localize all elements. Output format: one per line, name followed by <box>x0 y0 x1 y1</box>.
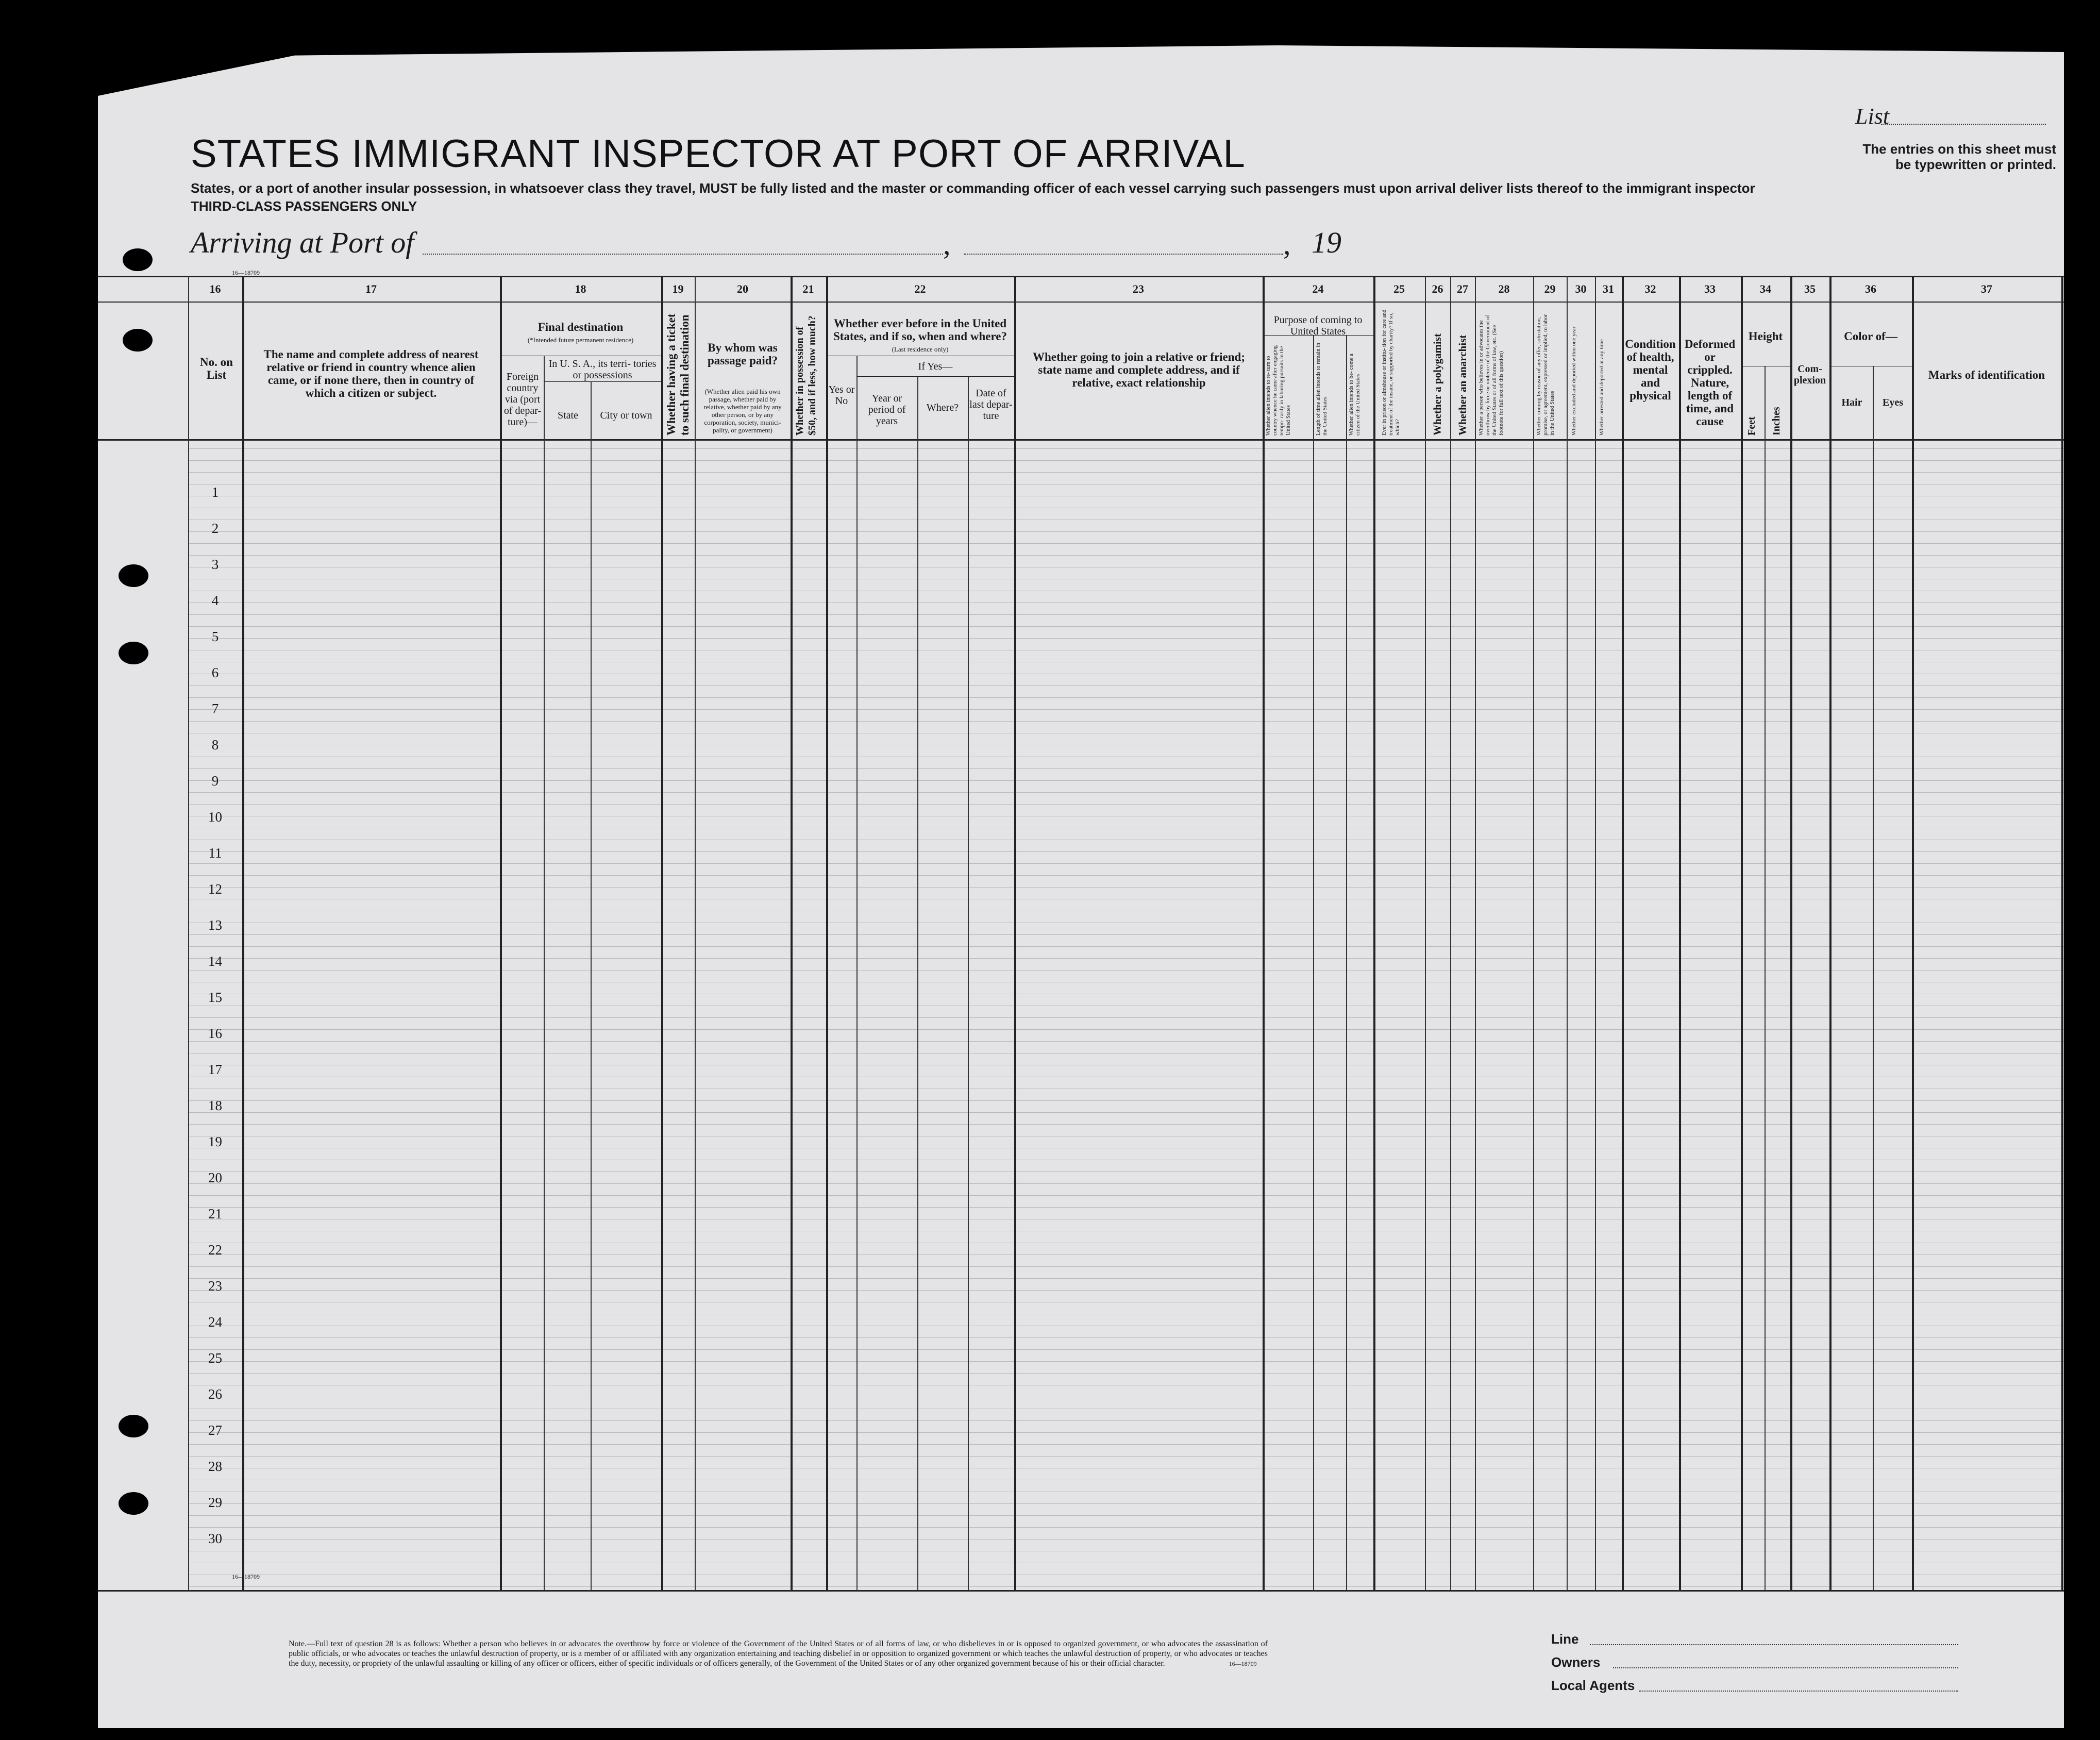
yes-no-header: Yes or No <box>828 384 855 407</box>
row-number: 27 <box>208 1423 222 1438</box>
form-title: STATES IMMIGRANT INSPECTOR AT PORT OF ARRIVAL <box>191 132 1246 176</box>
col-divider <box>1873 366 1874 1590</box>
column-number: 29 <box>1544 282 1556 295</box>
row-rule <box>188 543 2064 544</box>
row-number: 19 <box>208 1134 222 1149</box>
local-agents-label: Local Agents <box>1551 1678 1635 1693</box>
col-divider <box>1450 276 1451 1590</box>
where-header: Where? <box>926 402 959 413</box>
fifty-dollars-header: Whether in possession of $50, and if less, how much? <box>794 315 818 436</box>
row-number: 23 <box>208 1278 222 1294</box>
hair-header: Hair <box>1841 397 1862 408</box>
row-rule <box>188 1124 2064 1125</box>
last-residence-note: (Last residence only) <box>892 345 949 353</box>
passage-paid-note: (Whether alien paid his own passage, whether paid by relative, whether paid by any other person, or by any corporation, society, munici- pality, or government) <box>703 388 782 434</box>
list-label: List <box>1855 104 1890 129</box>
row-number: 17 <box>208 1062 222 1077</box>
marks-identification-header: Marks of identification <box>1928 369 2045 381</box>
row-number: 4 <box>211 593 219 608</box>
row-rule <box>188 934 2064 935</box>
owners-label: Owners <box>1551 1654 1601 1670</box>
row-rule <box>188 1278 2064 1279</box>
foreign-country-header: Foreign country via (port of depar- ture)— <box>503 371 542 428</box>
arriving-label: Arriving at Port of <box>191 226 414 259</box>
date-departure-header: Date of last depar- ture <box>969 388 1013 422</box>
row-rule <box>188 531 2064 532</box>
footnote-q28: Note.—Full text of question 28 is as follows: Whether a person who believes in or advocates the overthrow by force or violence of the Government of the United States or of all forms of law, or who disbelieves in or is opposed to organized government, or who advocates the assassination of public officials, or who advocates or teaches the unlawful destruction of property, or is a member of or affiliated with any organization entertaining and teaching disbelief in or opposition to organized government or which teaches the unlawful destruction of property, or who advocates or teaches the duty, necessity, or propriety of the unlawful assaulting or killing of any officer or officers, either of specific individuals or of officers generally, of the Government of the United States or of any other organized government because of his or their official character. 16—18709 <box>289 1639 1268 1668</box>
feet-header: Feet <box>1746 416 1757 436</box>
row-rule <box>188 721 2064 722</box>
col-divider <box>1765 366 1766 1590</box>
row-rule <box>188 1254 2064 1255</box>
anarchist-header: Whether an anarchist <box>1456 334 1469 436</box>
column-number: 33 <box>1704 282 1716 295</box>
prison-almshouse-header: Ever in prison or almshouse or institu- tion for care and treatment of the insane, or supported by charity? If so, which? <box>1381 309 1401 436</box>
col-divider <box>1346 335 1347 1590</box>
row-number: 18 <box>208 1098 222 1113</box>
row-number: 29 <box>208 1495 222 1510</box>
no-on-list-header: No. on List <box>200 356 233 381</box>
row-rule <box>188 709 2064 710</box>
col-divider <box>1829 276 1832 1590</box>
row-rule <box>188 460 2064 461</box>
list-number-field[interactable] <box>1881 124 2046 125</box>
row-rule <box>188 1112 2064 1113</box>
row-rule <box>188 1290 2064 1291</box>
punch-hole <box>123 248 153 271</box>
row-number: 10 <box>208 809 222 825</box>
row-rule <box>188 697 2064 698</box>
col-divider <box>1679 276 1681 1590</box>
table-bottom-border <box>98 1590 2064 1592</box>
row-number: 6 <box>211 665 219 680</box>
row-rule <box>188 1100 2064 1101</box>
typewritten-note: The entries on this sheet must be typewritten or printed. <box>1862 141 2056 172</box>
punch-hole <box>119 1415 148 1437</box>
form-code-top: 16—18709 <box>232 269 260 276</box>
row-number: 3 <box>211 557 219 572</box>
column-number: 19 <box>672 282 684 295</box>
row-rule <box>188 946 2064 947</box>
row-rule <box>188 780 2064 781</box>
col-divider <box>544 356 545 1590</box>
row-rule <box>188 1420 2064 1421</box>
column-number: 22 <box>914 282 926 295</box>
row-rule <box>188 804 2064 805</box>
row-rule <box>188 875 2064 876</box>
col-divider <box>1263 276 1265 1590</box>
column-number: 35 <box>1804 282 1816 295</box>
deformed-header: Deformed or crippled. Nature, length of time, and cause <box>1684 338 1736 428</box>
row-number: 30 <box>208 1531 222 1546</box>
subheader-rule <box>544 381 661 382</box>
row-number: 5 <box>211 629 219 644</box>
length-of-stay-header: Length of time alien intends to remain in the United States <box>1315 343 1328 436</box>
column-number: 18 <box>575 282 586 295</box>
row-number: 25 <box>208 1350 222 1366</box>
year-prefix: 19 <box>1312 226 1341 259</box>
excluded-deported-header: Whether excluded and deported within one year <box>1571 326 1577 436</box>
column-number: 36 <box>1865 282 1876 295</box>
column-number: 30 <box>1575 282 1587 295</box>
state-header: State <box>558 410 578 421</box>
join-relative-header: Whether going to join a relative or friend; state name and complete address, and if relative, exact relationship <box>1032 350 1246 389</box>
row-rule <box>188 1041 2064 1042</box>
line-field[interactable] <box>1590 1644 1958 1645</box>
row-rule <box>188 1266 2064 1267</box>
row-rule <box>188 1432 2064 1433</box>
comma: , <box>943 227 951 261</box>
column-number: 26 <box>1432 282 1443 295</box>
row-number: 13 <box>208 917 222 933</box>
column-number: 21 <box>802 282 814 295</box>
row-rule <box>188 1373 2064 1374</box>
row-number: 28 <box>208 1459 222 1474</box>
col-divider <box>2061 276 2063 1590</box>
row-number: 21 <box>208 1206 222 1222</box>
final-destination-header: Final destination <box>537 321 624 333</box>
color-of-header: Color of— <box>1844 330 1897 343</box>
row-rule <box>188 448 2064 449</box>
row-number: 2 <box>211 521 219 536</box>
date-field[interactable] <box>964 254 1283 255</box>
column-number: 25 <box>1393 282 1405 295</box>
punch-hole <box>119 642 148 664</box>
column-number: 17 <box>365 282 377 295</box>
row-rule <box>188 1195 2064 1196</box>
col-divider <box>242 276 244 1590</box>
comma: , <box>1283 227 1291 261</box>
col-divider <box>500 276 502 1590</box>
col-divider <box>1475 276 1476 1590</box>
col-divider <box>1790 276 1792 1590</box>
row-rule <box>188 1527 2064 1528</box>
inches-header: Inches <box>1771 407 1782 436</box>
col-divider <box>1622 276 1624 1590</box>
row-rule <box>188 1361 2064 1362</box>
city-town-header: City or town <box>600 410 652 421</box>
column-number: 27 <box>1457 282 1468 295</box>
row-number: 15 <box>208 990 222 1005</box>
row-number: 8 <box>211 737 219 752</box>
col-divider <box>1567 276 1568 1590</box>
punch-hole <box>123 329 153 352</box>
column-number: 32 <box>1644 282 1656 295</box>
column-number: 16 <box>209 282 221 295</box>
row-number: 26 <box>208 1386 222 1402</box>
subheader-rule <box>856 376 1014 377</box>
port-field[interactable] <box>423 254 943 255</box>
column-number: 20 <box>737 282 748 295</box>
col-divider <box>1373 276 1375 1590</box>
col-divider <box>917 376 918 1590</box>
row-rule <box>188 1349 2064 1350</box>
row-rule <box>188 472 2064 473</box>
row-number: 22 <box>208 1242 222 1258</box>
local-agents-field[interactable] <box>1639 1691 1958 1692</box>
row-rule <box>188 1029 2064 1030</box>
table-top-border <box>98 276 2064 277</box>
punch-hole <box>119 1492 148 1515</box>
row-rule <box>188 614 2064 615</box>
arrested-deported-header: Whether arrested and deported at any time <box>1599 339 1605 436</box>
row-number: 9 <box>211 773 219 789</box>
col-divider <box>1313 335 1314 1590</box>
header-bottom-rule <box>98 439 2064 441</box>
complexion-header: Com- plexion <box>1793 363 1826 386</box>
row-rule <box>188 1503 2064 1504</box>
row-rule <box>188 1515 2064 1516</box>
line-label: Line <box>1551 1631 1579 1647</box>
row-number: 12 <box>208 881 222 897</box>
owners-field[interactable] <box>1613 1667 1958 1668</box>
row-number: 1 <box>211 484 219 500</box>
row-rule <box>188 1539 2064 1540</box>
col-divider <box>968 376 969 1590</box>
form-instructions: States, or a port of another insular possession, in whatsoever class they travel, MUST be fully listed and the master or commanding officer of each vessel carrying such passengers must upon arrival deliver lists thereof to the immigrant inspector <box>191 180 1755 196</box>
row-number: 20 <box>208 1170 222 1185</box>
height-header: Height <box>1748 330 1783 343</box>
row-rule <box>188 626 2064 627</box>
become-citizen-header: Whether alien intends to be- come a citizen of the United States <box>1348 354 1361 436</box>
row-number: 11 <box>208 845 222 861</box>
nearest-relative-header: The name and complete address of nearest relative or friend in country whence alien came, or if none there, then in country of which a citizen or subject. <box>263 348 479 399</box>
form-code-bottom: 16—18709 <box>232 1573 260 1580</box>
row-rule <box>188 1207 2064 1208</box>
passage-paid-header: By whom was passage paid? <box>707 341 778 367</box>
punch-hole <box>119 564 148 587</box>
intends-return-header: Whether alien intends to re- turn to country whence he came after engaging tempo- rarily in laboring pursuits in the United States <box>1265 345 1291 436</box>
row-rule <box>188 1337 2064 1338</box>
col-divider <box>188 276 189 1590</box>
column-number: 37 <box>1981 282 1992 295</box>
passenger-class: THIRD-CLASS PASSENGERS ONLY <box>191 198 417 214</box>
row-rule <box>188 792 2064 793</box>
row-rule <box>188 1586 2064 1587</box>
row-rule <box>188 1183 2064 1184</box>
col-divider <box>695 276 696 1590</box>
eyes-header: Eyes <box>1883 397 1903 408</box>
polygamist-header: Whether a polygamist <box>1431 333 1443 436</box>
row-rule <box>188 638 2064 639</box>
row-rule <box>188 685 2064 686</box>
row-rule <box>188 555 2064 556</box>
row-rule <box>188 887 2064 888</box>
final-destination-note: (*Intended future permanent residence) <box>527 336 634 344</box>
column-number: 31 <box>1603 282 1614 295</box>
header-rule <box>98 302 2064 303</box>
ticket-header: Whether having a ticket to such final destination <box>665 313 691 436</box>
row-rule <box>188 970 2064 971</box>
col-divider <box>1741 276 1743 1590</box>
row-rule <box>188 1456 2064 1457</box>
col-divider <box>1595 276 1596 1590</box>
row-rule <box>188 851 2064 852</box>
row-rule <box>188 1017 2064 1018</box>
col-divider <box>826 276 828 1590</box>
col-divider <box>1912 276 1914 1590</box>
row-number: 14 <box>208 953 222 969</box>
year-period-header: Year or period of years <box>868 393 906 427</box>
col-divider <box>661 276 663 1590</box>
overthrow-header: Whether a person who believes in or advocates the overthrow by force or violence of the Government of the United States or of all forms of law, etc. (See footnote for full text of this question) <box>1478 315 1504 436</box>
row-rule <box>188 1444 2064 1445</box>
row-number: 7 <box>211 701 219 716</box>
column-number: 34 <box>1760 282 1771 295</box>
col-divider <box>1533 276 1534 1590</box>
purpose-header: Purpose of coming to United States <box>1273 314 1363 337</box>
col-divider <box>1014 276 1016 1590</box>
column-number: 28 <box>1498 282 1510 295</box>
row-rule <box>188 863 2064 864</box>
col-divider <box>856 356 858 1590</box>
col-divider <box>791 276 793 1590</box>
if-yes-header: If Yes— <box>918 361 953 372</box>
col-divider <box>591 381 592 1590</box>
row-rule <box>188 958 2064 959</box>
ever-before-header: Whether ever before in the United States, and if so, when and where? <box>833 317 1007 343</box>
health-condition-header: Condition of health, mental and physical <box>1625 338 1676 402</box>
in-usa-header: In U. S. A., its terri- tories or possessions <box>548 358 657 381</box>
row-number: 24 <box>208 1314 222 1330</box>
row-rule <box>188 768 2064 769</box>
footnote-code: 16—18709 <box>1229 1660 1257 1667</box>
labor-offer-header: Whether coming by reason of any offer, solicitation, promise, or agreement, expressed or implied, to labor in the United States <box>1536 314 1555 436</box>
row-number: 16 <box>208 1026 222 1041</box>
col-divider <box>1425 276 1426 1590</box>
column-number: 23 <box>1133 282 1144 295</box>
column-number: 24 <box>1312 282 1324 295</box>
